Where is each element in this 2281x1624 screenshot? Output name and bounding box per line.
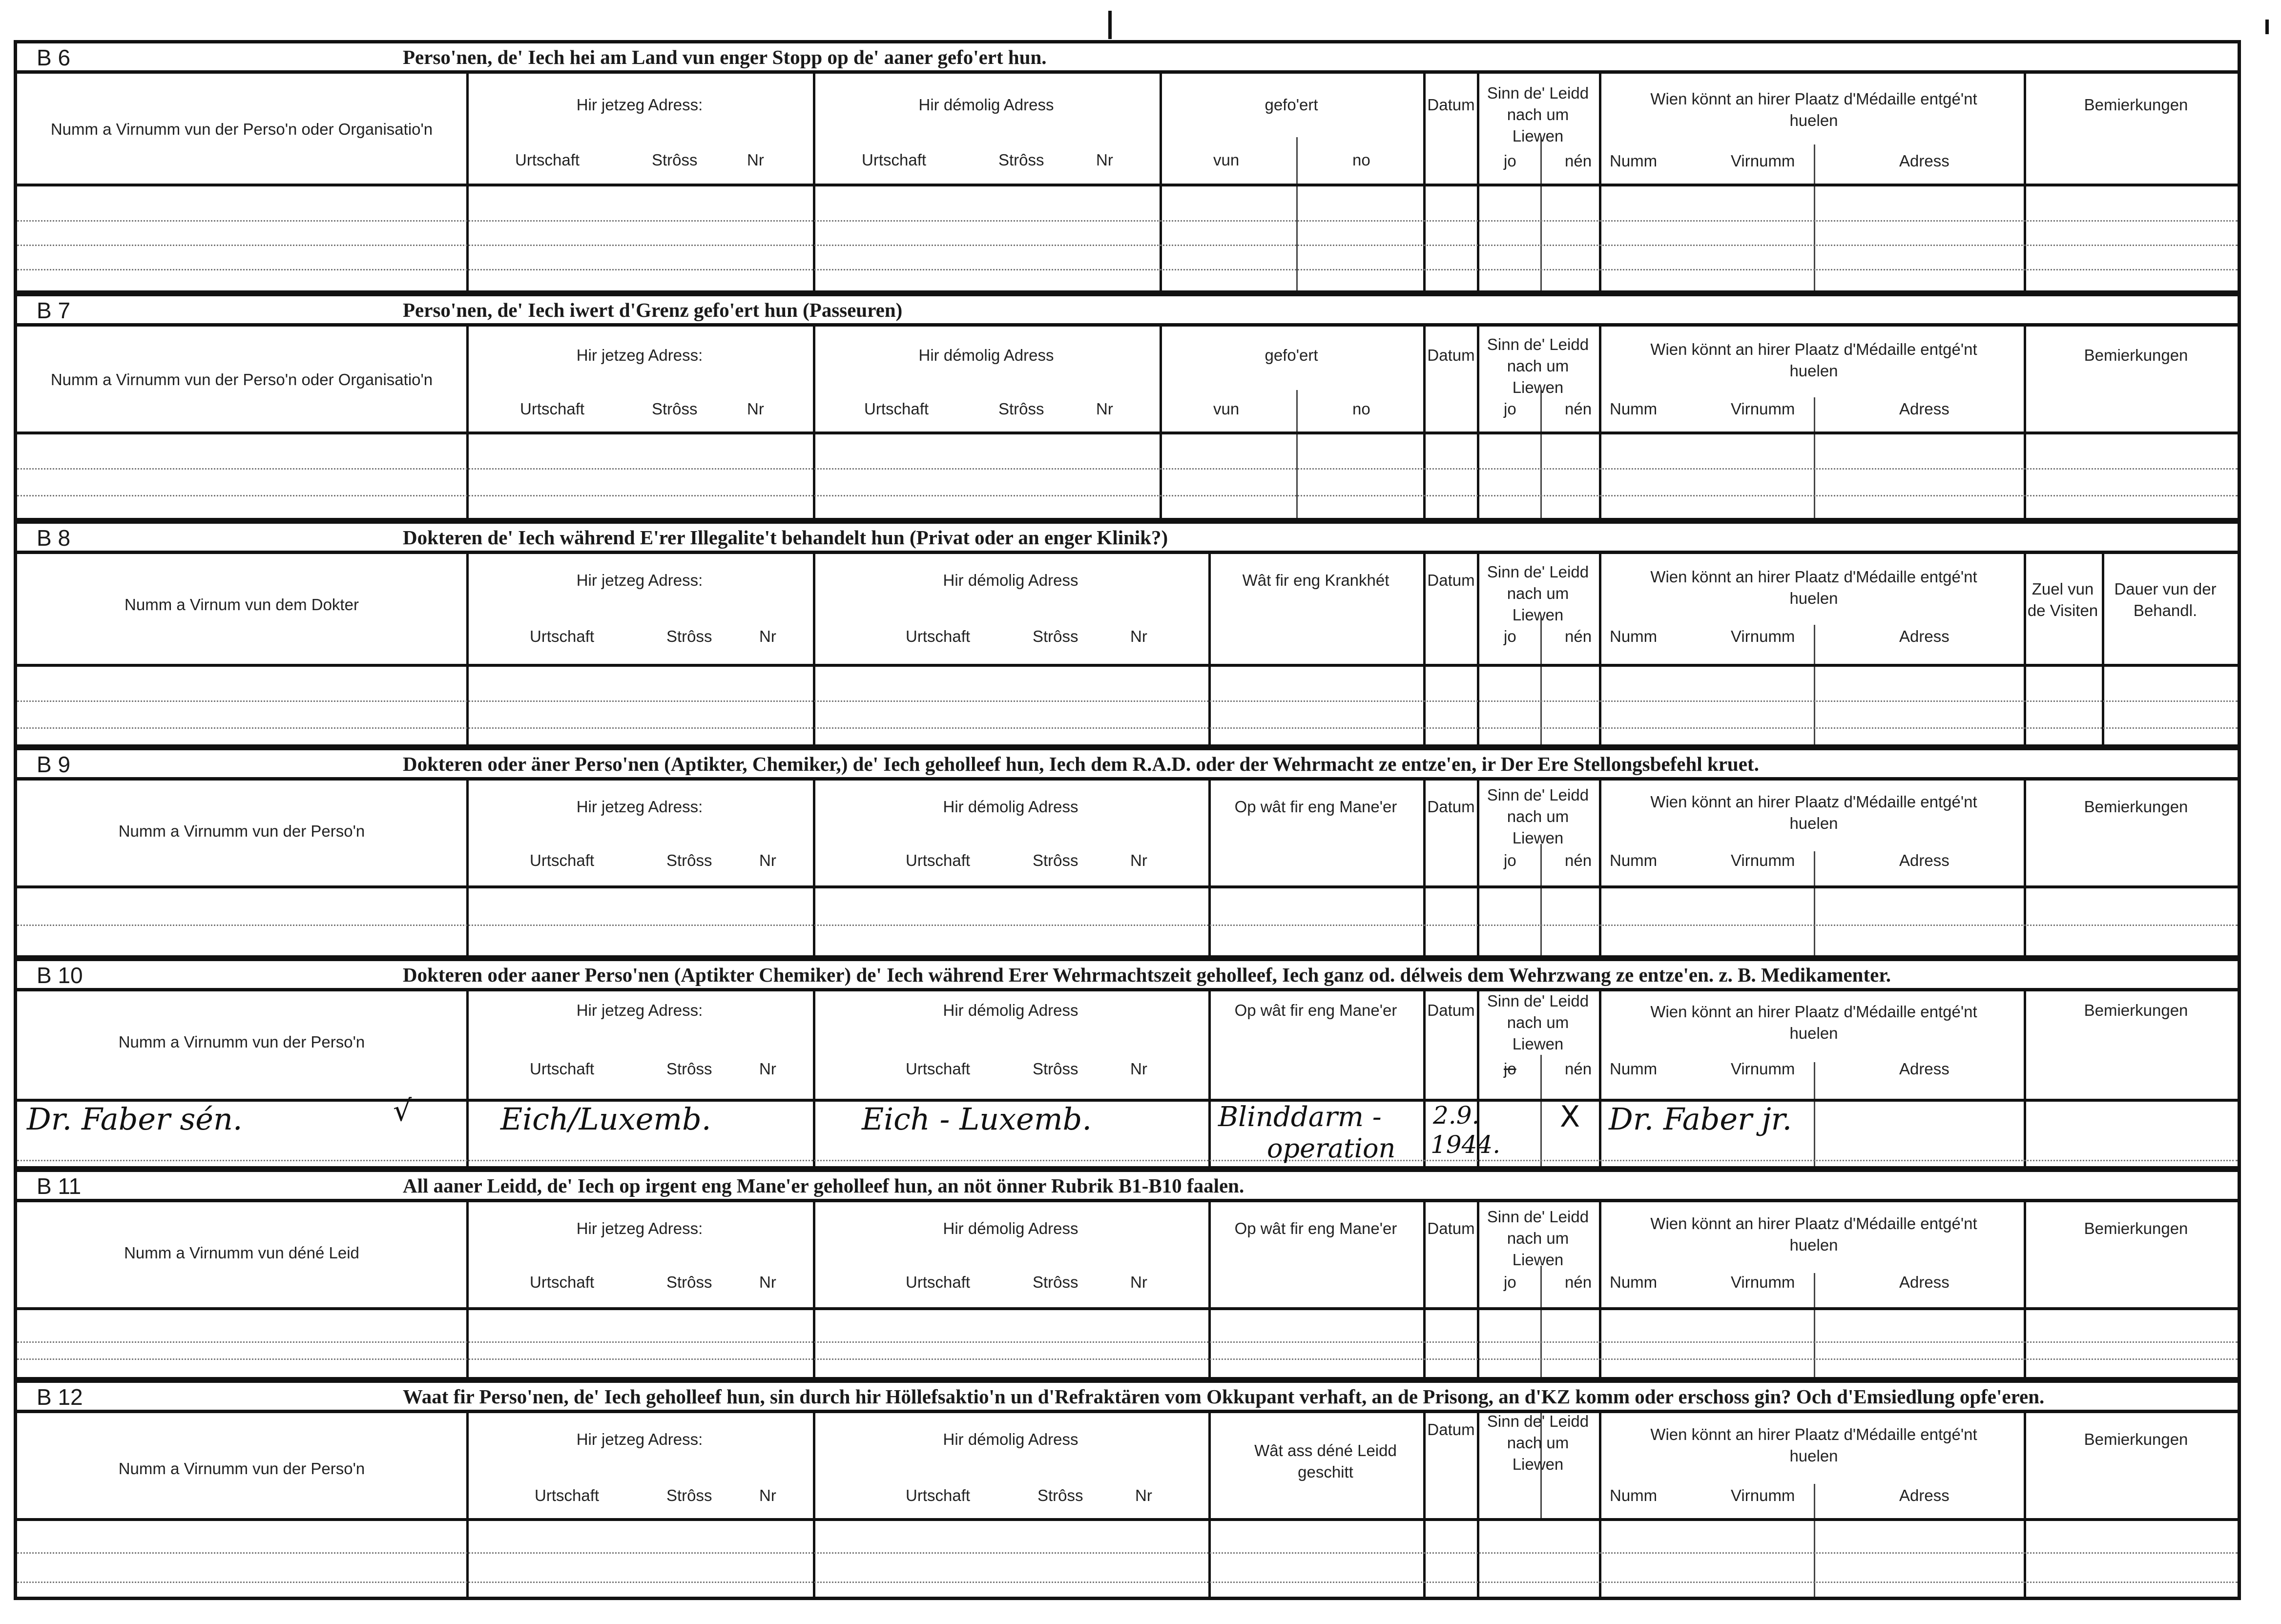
col-street: Strôss	[666, 1060, 712, 1078]
col-name: Numm a Virnumm vun der Perso'n oder Organisatio'n	[50, 370, 433, 389]
col-date: Datum	[1427, 346, 1475, 364]
section-header	[17, 296, 2238, 327]
col-no: nén	[1565, 1060, 1592, 1078]
section-header	[17, 1172, 2238, 1202]
col-town: Urtschaft	[862, 151, 927, 169]
col-remarks: Bemierkungen	[2084, 1219, 2188, 1237]
section-header	[17, 750, 2238, 781]
col-address: Adress	[1899, 627, 1949, 645]
col-nr: Nr	[1130, 627, 1147, 645]
section-b10	[14, 958, 2241, 1170]
section-b8	[14, 520, 2241, 748]
col-what-happened: Wât ass déné Leidd geschitt	[1254, 1441, 1397, 1481]
col-no: nén	[1565, 1273, 1592, 1291]
col-surname: Virnumm	[1731, 627, 1795, 645]
col-town: Urtschaft	[530, 851, 595, 869]
col-date: Datum	[1427, 1001, 1475, 1019]
col-former-address: Hir démolig Adress	[943, 571, 1078, 589]
col-alive: Sinn de' Leidd nach um Liewen	[1487, 992, 1589, 1053]
col-date: Datum	[1427, 1420, 1475, 1439]
col-nr: Nr	[1130, 1273, 1147, 1291]
section-title: Perso'nen, de' Iech hei am Land vun enger Stopp op de' aaner gefo'ert hun.	[403, 46, 1047, 68]
col-medal: Wien könnt an hirer Plaatz d'Médaille entgé'nt huelen	[1650, 90, 1977, 129]
section-b9	[14, 747, 2241, 959]
col-street: Strôss	[998, 400, 1044, 418]
col-town: Urtschaft	[906, 851, 971, 869]
section-code: B 8	[37, 525, 71, 551]
col-remarks: Bemierkungen	[2084, 1430, 2188, 1448]
col-medal: Wien könnt an hirer Plaatz d'Médaille entgé'nt huelen	[1650, 340, 1977, 380]
section-title: All aaner Leidd, de' Iech op irgent eng Mane'er geholleef hun, an nöt önner Rubrik B1-B10 faalen.	[403, 1174, 1244, 1197]
col-no: nén	[1565, 400, 1592, 418]
col-date: Datum	[1427, 798, 1475, 816]
col-medal: Wien könnt an hirer Plaatz d'Médaille entgé'nt huelen	[1650, 793, 1977, 832]
col-town: Urtschaft	[906, 1060, 971, 1078]
col-alive: Sinn de' Leidd nach um Liewen	[1487, 786, 1589, 847]
col-nr: Nr	[759, 1273, 776, 1291]
col-town: Urtschaft	[535, 1486, 600, 1504]
col-street: Strôss	[998, 151, 1044, 169]
col-to: no	[1352, 151, 1370, 169]
col-current-address: Hir jetzeg Adress:	[576, 96, 703, 114]
section-b12	[14, 1379, 2241, 1600]
col-date: Datum	[1427, 96, 1475, 114]
col-address: Adress	[1899, 400, 1949, 418]
section-b7	[14, 293, 2241, 521]
col-former-address: Hir démolig Adress	[918, 346, 1054, 364]
entry-manner-line2: operation	[1267, 1133, 1396, 1164]
section-code: B 6	[37, 45, 71, 70]
col-street: Strôss	[1033, 1060, 1078, 1078]
col-first-name: Numm	[1610, 152, 1658, 170]
col-remarks: Bemierkungen	[2084, 96, 2188, 114]
col-driven: gefo'ert	[1265, 96, 1318, 114]
col-nr: Nr	[1096, 151, 1113, 169]
col-former-address: Hir démolig Adress	[943, 1001, 1078, 1019]
col-first-name: Numm	[1610, 1060, 1658, 1078]
section-grid	[17, 1413, 2238, 1597]
col-current-address: Hir jetzeg Adress:	[576, 346, 703, 364]
col-street: Strôss	[1033, 1273, 1078, 1291]
col-surname: Virnumm	[1731, 1060, 1795, 1078]
col-town: Urtschaft	[530, 1273, 595, 1291]
col-surname: Virnumm	[1731, 1273, 1795, 1291]
col-manner: Op wât fir eng Mane'er	[1234, 798, 1397, 816]
col-address: Adress	[1899, 1060, 1949, 1078]
col-manner: Op wât fir eng Mane'er	[1234, 1219, 1397, 1237]
section-header	[17, 961, 2238, 991]
col-yes: jo	[1504, 1273, 1516, 1291]
col-current-address: Hir jetzeg Adress:	[576, 1001, 703, 1019]
checkmark-icon: √	[393, 1094, 412, 1128]
col-name: Numm a Virnumm vun der Perso'n	[118, 1460, 365, 1478]
col-remarks: Bemierkungen	[2084, 798, 2188, 816]
section-grid	[17, 1202, 2238, 1377]
col-surname: Virnumm	[1731, 400, 1795, 418]
section-code: B 12	[37, 1384, 83, 1410]
entry-manner-line1: Blinddarm -	[1218, 1101, 1382, 1133]
col-current-address: Hir jetzeg Adress:	[576, 571, 703, 589]
col-first-name: Numm	[1610, 1273, 1658, 1291]
col-surname: Virnumm	[1731, 851, 1795, 869]
section-code: B 7	[37, 298, 71, 323]
col-street: Strôss	[666, 851, 712, 869]
col-nr: Nr	[759, 1486, 776, 1504]
col-street: Strôss	[1033, 851, 1078, 869]
section-title: Dokteren oder äner Perso'nen (Aptikter, Chemiker,) de' Iech geholleef hun, Iech dem R.A.D. oder der Wehrmacht ze entze'en, ir Der Ere Stellongsbefehl kruet.	[403, 753, 1759, 775]
col-yes: jo	[1504, 400, 1516, 418]
col-town: Urtschaft	[515, 151, 580, 169]
section-header	[17, 524, 2238, 554]
col-name: Numm a Virnum vun dem Dokter	[124, 596, 359, 614]
col-nr: Nr	[759, 1060, 776, 1078]
col-surname: Virnumm	[1731, 152, 1795, 170]
section-grid	[17, 554, 2238, 744]
col-alive: Sinn de' Leidd nach um Liewen	[1487, 335, 1589, 396]
col-nr: Nr	[759, 627, 776, 645]
col-date: Datum	[1427, 1219, 1475, 1237]
col-alive: Sinn de' Leidd nach um Liewen	[1487, 84, 1589, 145]
col-town: Urtschaft	[530, 627, 595, 645]
col-name: Numm a Virnumm vun der Perso'n oder Organisatio'n	[50, 120, 433, 138]
entry-medal-name: Dr. Faber jr.	[1609, 1101, 1792, 1137]
col-former-address: Hir démolig Adress	[918, 96, 1054, 114]
section-title: Dokteren oder aaner Perso'nen (Aptikter Chemiker) de' Iech während Erer Wehrmachtszeit geholleef, Iech ganz od. délweis dem Wehrzwang ze entze'en. z. B. Medikamenter.	[403, 964, 1891, 986]
col-alive: Sinn de' Leidd nach um Liewen	[1487, 1208, 1589, 1269]
col-alive: Sinn de' Leidd nach um Liewen	[1487, 1412, 1589, 1473]
col-nr: Nr	[747, 400, 764, 418]
col-town: Urtschaft	[864, 400, 929, 418]
col-current-address: Hir jetzeg Adress:	[576, 1430, 703, 1448]
col-to: no	[1352, 400, 1370, 418]
section-title: Perso'nen, de' Iech iwert d'Grenz gefo'ert hun (Passeuren)	[403, 299, 903, 321]
col-medal: Wien könnt an hirer Plaatz d'Médaille entgé'nt huelen	[1650, 1214, 1977, 1254]
col-former-address: Hir démolig Adress	[943, 798, 1078, 816]
col-street: Strôss	[652, 400, 698, 418]
col-street: Strôss	[652, 151, 698, 169]
top-right-edge-mark	[2265, 20, 2269, 34]
section-title: Waat fir Perso'nen, de' Iech geholleef hun, sin durch hir Höllefsaktio'n un d'Refraktären vom Okkupant verhaft, an de Prisong, an d'KZ komm oder erschoss gin? Och d'Emsiedlung opfe'eren.	[403, 1385, 2045, 1408]
entry-date-line2: 1944.	[1431, 1131, 1501, 1159]
section-grid	[17, 781, 2238, 955]
col-medal: Wien könnt an hirer Plaatz d'Médaille entgé'nt huelen	[1650, 568, 1977, 607]
col-remarks: Bemierkungen	[2084, 346, 2188, 364]
col-yes-crossed: jo	[1504, 1060, 1516, 1078]
col-address: Adress	[1899, 152, 1949, 170]
col-yes: jo	[1504, 152, 1516, 170]
section-grid	[17, 991, 2238, 1166]
col-current-address: Hir jetzeg Adress:	[576, 798, 703, 816]
col-duration: Dauer vun der Behandl.	[2114, 580, 2217, 619]
col-illness: Wât fir eng Krankhét	[1242, 571, 1389, 589]
col-address: Adress	[1899, 1486, 1949, 1504]
section-b11	[14, 1169, 2241, 1380]
col-nr: Nr	[1096, 400, 1113, 418]
col-first-name: Numm	[1610, 400, 1658, 418]
col-address: Adress	[1899, 851, 1949, 869]
col-from: vun	[1213, 151, 1240, 169]
section-code: B 11	[37, 1173, 82, 1199]
col-current-address: Hir jetzeg Adress:	[576, 1219, 703, 1237]
col-remarks: Bemierkungen	[2084, 1001, 2188, 1019]
col-town: Urtschaft	[530, 1060, 595, 1078]
col-date: Datum	[1427, 571, 1475, 589]
col-nr: Nr	[1130, 851, 1147, 869]
entry-alive-no-mark: X	[1560, 1100, 1580, 1134]
col-surname: Virnumm	[1731, 1486, 1795, 1504]
entry-date-line1: 2.9.	[1433, 1101, 1480, 1130]
col-medal: Wien könnt an hirer Plaatz d'Médaille entgé'nt huelen	[1650, 1425, 1977, 1465]
section-grid	[17, 74, 2238, 290]
top-edge-mark	[1108, 11, 1112, 39]
col-yes: jo	[1504, 851, 1516, 869]
col-former-address: Hir démolig Adress	[943, 1430, 1078, 1448]
col-visits: Zuel vun de Visiten	[2027, 580, 2098, 619]
section-title: Dokteren de' Iech während E'rer Illegalite't behandelt hun (Privat oder an enger Klinik?)	[403, 526, 1168, 549]
col-street: Strôss	[666, 627, 712, 645]
entry-former-address: Eich - Luxemb.	[862, 1101, 1092, 1137]
entry-name: Dr. Faber sén.	[27, 1101, 243, 1137]
section-grid	[17, 327, 2238, 518]
entry-current-address: Eich/Luxemb.	[500, 1101, 711, 1137]
section-header	[17, 43, 2238, 74]
col-nr: Nr	[1130, 1060, 1147, 1078]
col-town: Urtschaft	[906, 627, 971, 645]
col-town: Urtschaft	[520, 400, 585, 418]
col-street: Strôss	[666, 1486, 712, 1504]
col-from: vun	[1213, 400, 1240, 418]
col-name: Numm a Virnumm vun der Perso'n	[118, 1033, 365, 1051]
col-street: Strôss	[1033, 627, 1078, 645]
section-code: B 9	[37, 752, 71, 777]
col-no: nén	[1565, 152, 1592, 170]
col-first-name: Numm	[1610, 851, 1658, 869]
section-header	[17, 1383, 2238, 1413]
col-name: Numm a Virnumm vun déné Leid	[124, 1244, 359, 1262]
col-town: Urtschaft	[906, 1486, 971, 1504]
col-former-address: Hir démolig Adress	[943, 1219, 1078, 1237]
section-code: B 10	[37, 963, 83, 988]
col-alive: Sinn de' Leidd nach um Liewen	[1487, 563, 1589, 624]
col-first-name: Numm	[1610, 1486, 1658, 1504]
col-medal: Wien könnt an hirer Plaatz d'Médaille entgé'nt huelen	[1650, 1003, 1977, 1042]
col-manner: Op wât fir eng Mane'er	[1234, 1001, 1397, 1019]
col-driven: gefo'ert	[1265, 346, 1318, 364]
col-name: Numm a Virnumm vun der Perso'n	[118, 822, 365, 840]
col-street: Strôss	[1037, 1486, 1083, 1504]
section-b6	[14, 40, 2241, 294]
col-street: Strôss	[666, 1273, 712, 1291]
col-nr: Nr	[759, 851, 776, 869]
col-nr: Nr	[747, 151, 764, 169]
col-first-name: Numm	[1610, 627, 1658, 645]
col-no: nén	[1565, 627, 1592, 645]
col-address: Adress	[1899, 1273, 1949, 1291]
col-town: Urtschaft	[906, 1273, 971, 1291]
col-nr: Nr	[1135, 1486, 1152, 1504]
col-no: nén	[1565, 851, 1592, 869]
col-yes: jo	[1504, 627, 1516, 645]
